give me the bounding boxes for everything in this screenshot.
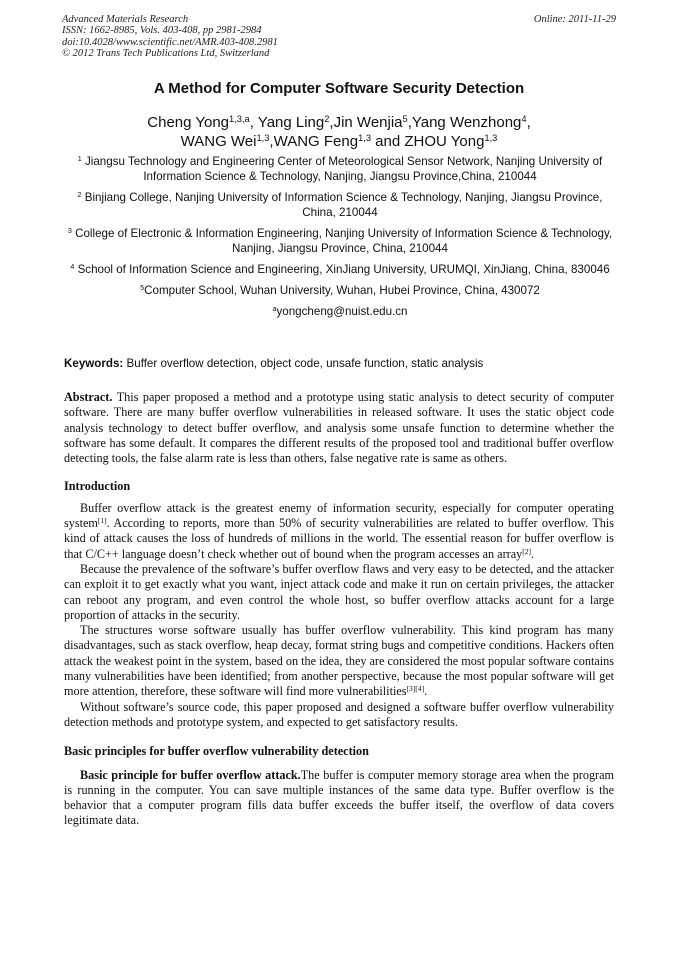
section-heading-basic-principles: Basic principles for buffer overflow vulnerability detection [64, 744, 369, 759]
keywords-line [64, 357, 616, 370]
paragraph: Because the prevalence of the software’s buffer overflow flaws and very easy to be detected, and the attacker can exploit it to get exactly what you want, inject attack code and make it run on certain privileges, the attacker can reboot any program, and even control the whole host, so buffer overflow attacks account for a large proportion of attacks in the security. [64, 561, 614, 622]
email-address[interactable]: yongcheng@nuist.edu.cn [276, 305, 408, 318]
author-sup: 1,3 [484, 132, 498, 143]
online-date: Online: 2011-11-29 [533, 14, 616, 25]
paragraph: The structures worse software usually has buffer overflow vulnerability. This kind program has many disadvantages, such as stack overflow, heap decay, format string bugs and competitive conditions. Hackers often attack the weakest point in the system, based on the idea, they are considered the most popular software contains many vulnerabilities have been identified; from another perspective, because the most popular software will get more attention, therefore, these software will find more vulnerabilities[3][4]. [64, 623, 614, 699]
author-name: Yang Wenzhong [411, 114, 522, 131]
author-name: WANG Wei [180, 133, 257, 150]
affiliation: $^4$ School of Information Science and Engineering, XinJiang University, URUMQI, XinJiang, China, 830046 [70, 262, 610, 276]
keywords-label: Keywords: [64, 357, 124, 370]
subsection-heading: Basic principle for buffer overflow attack. [80, 767, 301, 782]
author-sup: 1,3 [256, 132, 270, 143]
journal-header [62, 14, 616, 60]
affiliation: $^1$ Jiangsu Technology and Engineering Center of Meteorological Sensor Network, Nanjing University of Information Science & Technology, Nanjing, Jiangsu Province,China, 210044 [77, 154, 603, 183]
abstract [64, 390, 614, 466]
author-name: ZHOU Yong [404, 133, 485, 150]
author-sup: 5 [402, 113, 408, 124]
abstract-label: Abstract. [64, 390, 113, 404]
journal-name: Advanced Materials Research [62, 14, 189, 25]
copyright-line: © 2012 Trans Tech Publications Ltd, Switzerland [62, 48, 270, 60]
paper-title: A Method for Computer Software Security Detection [153, 80, 525, 97]
paragraph: Buffer overflow attack is the greatest enemy of information security, especially for computer operating system[1]. According to reports, more than 50% of security vulnerabilities are related to buffer overflow. This kind of attack causes the loss of hundreds of millions in the world. The essential reason for buffer overflow is that C/C++ language doesn’t check whether out of bound when the program accesses an array[2]. [64, 500, 614, 561]
author-name: Yang Ling [257, 114, 325, 131]
affiliation: $^5$Computer School, Wuhan University, Wuhan, Hubei Province, China, 430072 [140, 283, 540, 297]
doi-line: doi:10.4028/www.scientific.net/AMR.403-408.2981 [62, 36, 278, 48]
contact-email: $^a$yongcheng@nuist.edu.cn [272, 304, 408, 318]
author-sup: 4 [521, 113, 527, 124]
paragraph: Basic principle for buffer overflow attack.The buffer is computer memory storage area when the program is running in the computer. You can save multiple instances of the same data type. Buffer overflow is the behavior that a computer program fills data buffer exceeds the buffer itself, the overflow of data covers legitimate data. [64, 767, 615, 828]
section-heading-introduction: Introduction [64, 479, 131, 494]
author-name: Cheng Yong [147, 114, 230, 131]
citation[interactable]: [2] [522, 546, 532, 556]
affiliation: $^3$ College of Electronic & Information Engineering, Nanjing University of Information Science & Technology, Nanjing, Jiangsu Province, China, 210044 [67, 226, 613, 255]
author-name: WANG Feng [273, 133, 359, 150]
author-sup: 2 [324, 113, 330, 124]
author-sup: 1,3 [358, 132, 371, 143]
paragraph: Without software’s source code, this paper proposed and designed a software buffer overflow vulnerability detection methods and prototype system, and expected to get satisfactory results. [64, 699, 614, 729]
keywords-text: Buffer overflow detection, object code, unsafe function, static analysis [126, 357, 484, 370]
paper-body [64, 390, 614, 829]
citation[interactable]: [3][4] [406, 684, 425, 694]
author-sup: 1,3,a [229, 113, 250, 124]
author-list: Cheng Yong$^{1,3,a}$, Yang Ling$^2$,Jin Wenjia$^5$,Yang Wenzhong$^4$, WANG Wei$^{1,3}$,WANG Feng$^{1,3}$ and ZHOU Yong$^{1,3}$ [147, 113, 531, 150]
affiliation: $^2$ Binjiang College, Nanjing University of Information Science & Technology, Nanjing, Jiangsu Province, China, 210044 [77, 190, 603, 219]
abstract-text: This paper proposed a method and a prototype using static analysis to detect security of computer software. There are many buffer overflow vulnerabilities in released software. It uses the static object code analysis technology to detect buffer overflow, and analysis some unsafe function to determine whether the software has some default. It compares the different results of the proposed tool and traditional buffer overflow detecting tools, the false alarm rate is less than others, false negative rate is same as others. [64, 390, 614, 466]
author-name: Jin Wenjia [333, 114, 403, 131]
affiliation-list [60, 154, 620, 319]
issn-line: ISSN: 1662-8985, Vols. 403-408, pp 2981-2984 [62, 25, 262, 37]
citation[interactable]: [1] [97, 515, 107, 525]
